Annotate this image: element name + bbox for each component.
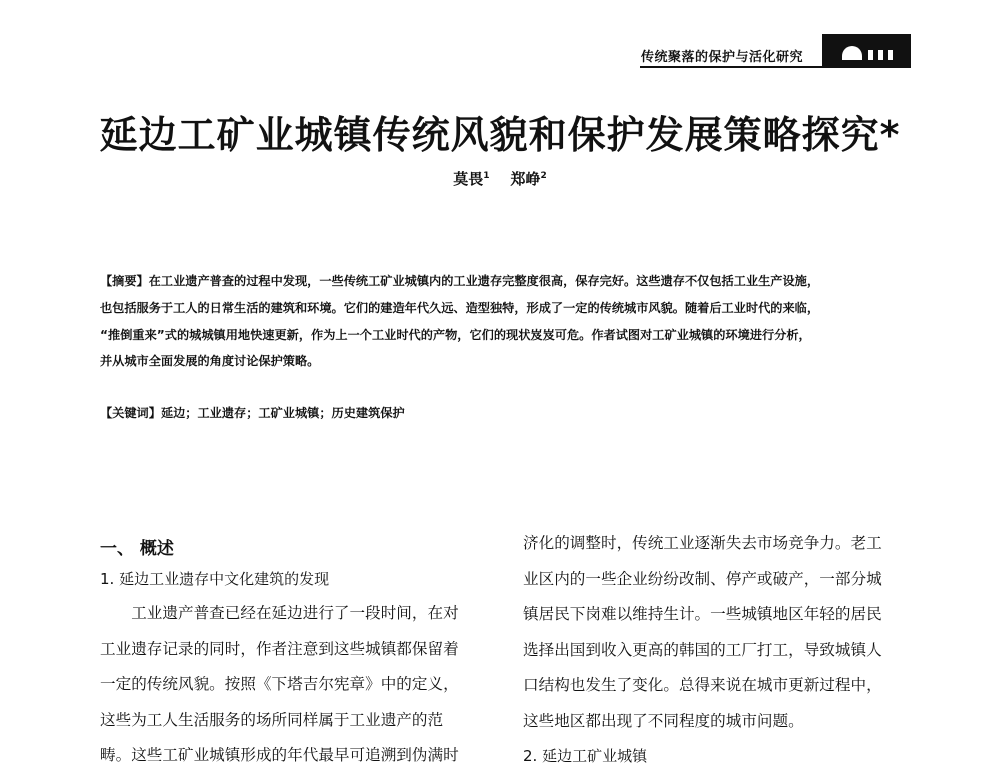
body-line: 一定的传统风貌。按照《下塔吉尔宪章》中的定义， xyxy=(100,675,459,693)
section-heading: 一、 概述 xyxy=(100,539,174,559)
body-line: 口结构也发生了变化。总得来说在城市更新过程中， xyxy=(523,676,882,694)
body-line: 工业遗存记录的同时，作者注意到这些城镇都保留着 xyxy=(100,639,459,658)
journal-logo-icon xyxy=(822,34,911,68)
abstract-line: 也包括服务于工人的日常生活的建筑和环境。它们的建造年代久远、造型独特，形成了一定的传统城市风貌。随着后工业时代的来临， xyxy=(100,300,820,315)
left-column xyxy=(100,596,459,774)
body-line: 畴。这些工矿业城镇形成的年代最早可追溯到伪满时 xyxy=(100,746,459,764)
keywords xyxy=(100,404,405,421)
series-label: 传统聚落的保护与活化研究 xyxy=(641,50,804,65)
abstract-line: 在工业遗产普查的过程中发现，一些传统工矿业城镇内的工业遗存完整度很高，保存完好。这些遗存不仅包括工业生产设施， xyxy=(148,274,820,288)
body-line: 这些为工人生活服务的场所同样属于工业遗产的范 xyxy=(100,710,444,729)
author-1: 莫畏 xyxy=(453,170,484,188)
body-line: 济化的调整时，传统工业逐渐失去市场竞争力。老工 xyxy=(523,534,882,552)
body-line: 业区内的一些企业纷纷改制、停产或破产，一部分城 xyxy=(523,569,882,588)
abstract-line: “推倒重来”式的城城镇用地快速更新，作为上一个工业时代的产物，它们的现状岌岌可危。作者试图对工矿业城镇的环境进行分析， xyxy=(100,327,811,342)
abstract xyxy=(100,268,912,375)
body-line: 镇居民下岗难以维持生计。一些城镇地区年轻的居民 xyxy=(523,605,882,623)
abstract-line: 并从城市全面发展的角度讨论保护策略。 xyxy=(100,354,320,369)
author-1-mark: 1 xyxy=(483,171,490,181)
body-line: 这些地区都出现了不同程度的城市问题。 xyxy=(523,711,804,730)
subsection-heading: 1. 延边工业遗存中文化建筑的发现 xyxy=(100,570,330,588)
author-2: 郑峥 xyxy=(510,170,541,188)
abstract-label: 【摘要】 xyxy=(100,274,149,288)
article-title: 延边工矿业城镇传统风貌和保护发展策略探究* xyxy=(99,113,901,157)
subsection-heading-2: 2. 延边工矿业城镇 xyxy=(523,747,648,765)
body-line: 选择出国到收入更高的韩国的工厂打工，导致城镇人 xyxy=(523,640,882,659)
body-line: 工业遗产普查已经在延边进行了一段时间，在对 xyxy=(100,604,459,622)
keywords-text: 延边；工业遗存；工矿业城镇；历史建筑保护 xyxy=(160,406,405,420)
author-2-mark: 2 xyxy=(540,171,547,181)
keywords-label: 【关键词】 xyxy=(100,406,161,420)
right-column xyxy=(523,526,882,775)
author-line xyxy=(0,168,1000,189)
